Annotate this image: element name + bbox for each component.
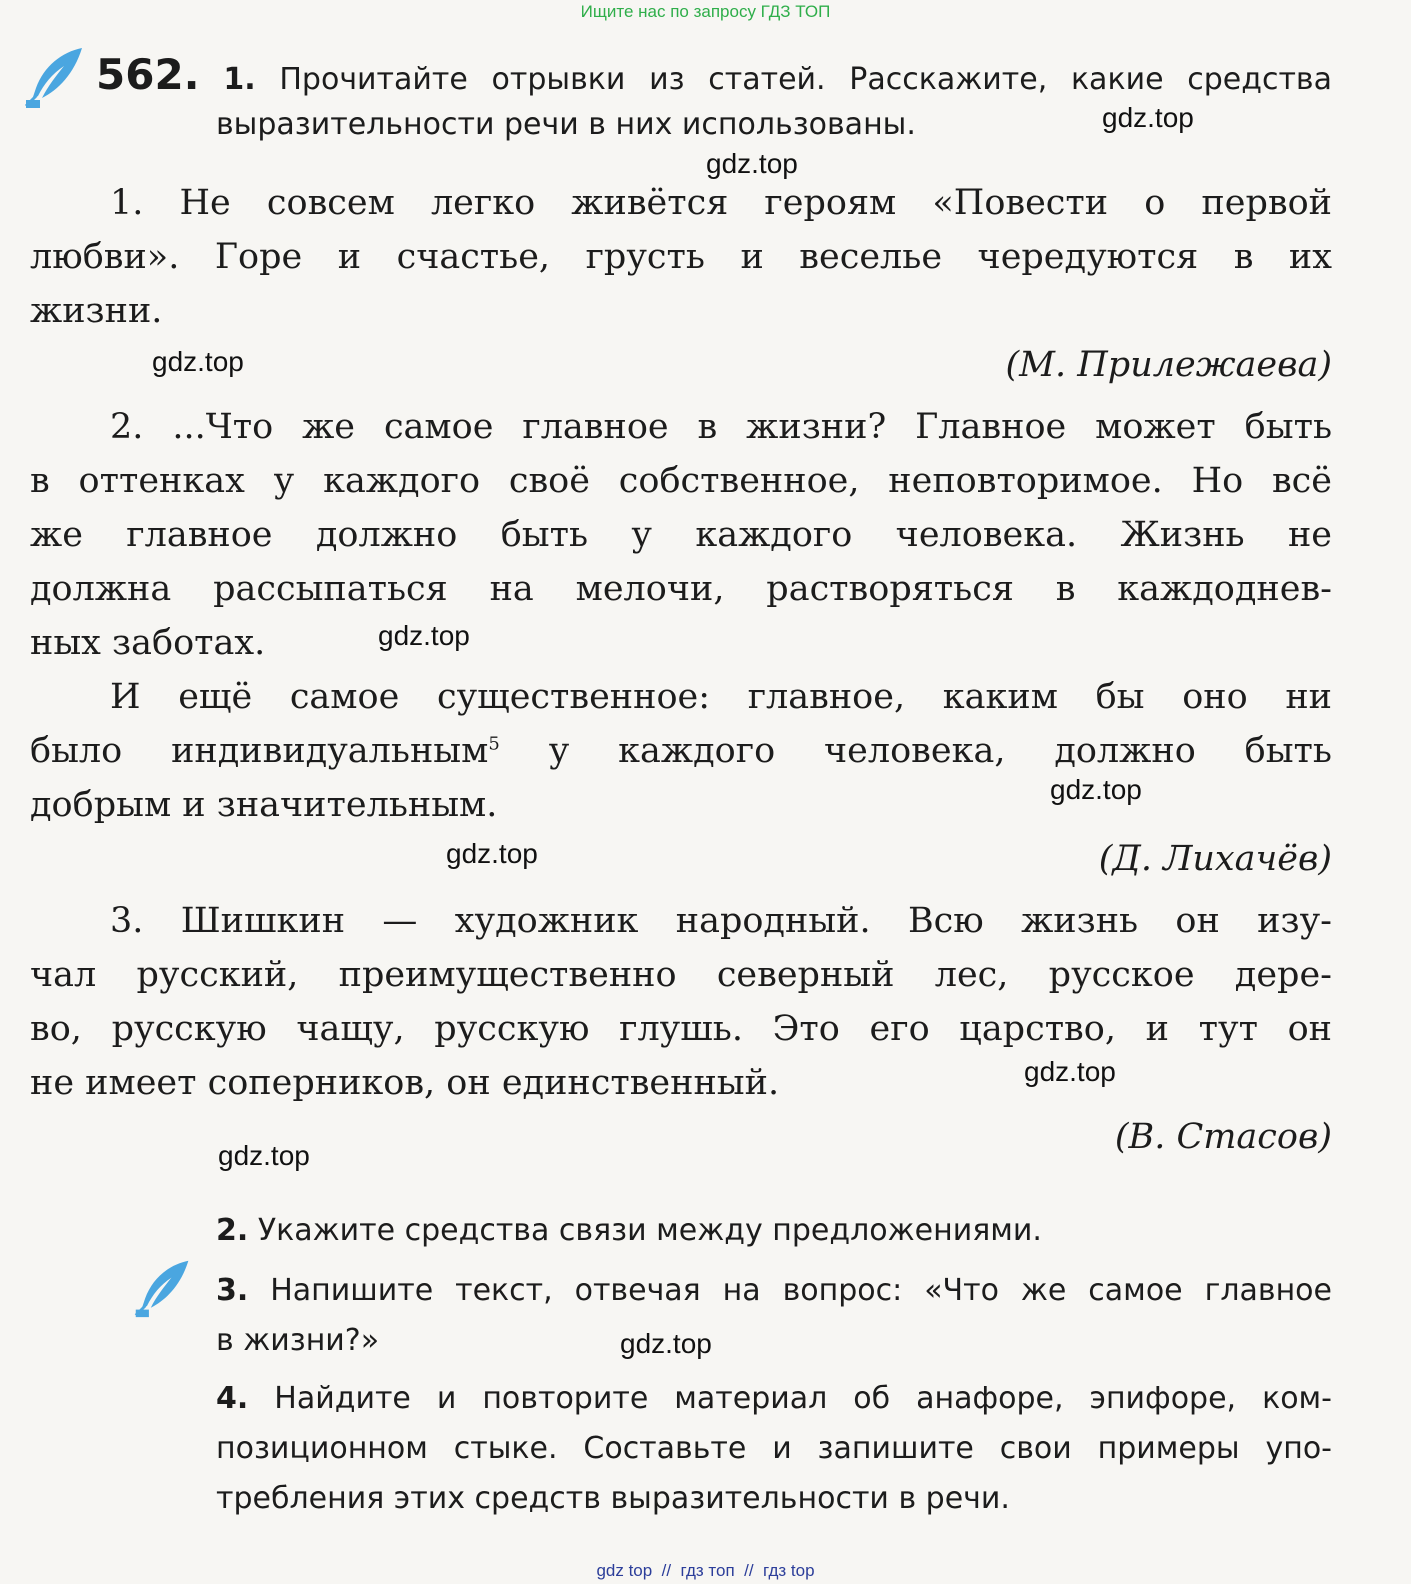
watermark[interactable]: gdz.top [152,346,244,377]
passage-line: не имеет соперников, он единственный. [30,1063,780,1103]
task-number: 1. [223,62,256,97]
passage-fragment: было индивидуальным [30,731,489,771]
quill-icon [132,1256,194,1320]
quill-icon [22,44,88,110]
task-number: 2. [216,1213,249,1248]
passage-line: должна рассыпаться на мелочи, растворяться в каждоднев- [30,569,1332,609]
watermark[interactable]: gdz.top [1050,774,1142,805]
passage-author: (В. Стасов) [1114,1117,1332,1157]
task-text: в жизни?» [216,1323,380,1358]
task-number: 3. [216,1273,249,1308]
task-2 [216,1206,1332,1256]
passage-line: жизни. [30,291,163,331]
passage-line: ных заботах. [30,623,266,663]
footer-links[interactable]: gdz top // гдз топ // гдз top [596,1561,815,1580]
passage-line: добрым и значительным. [30,785,498,825]
passage-author: (М. Прилежаева) [1005,345,1332,385]
passage-3 [30,894,1332,1164]
watermark[interactable]: gdz.top [706,148,798,179]
watermark[interactable]: gdz.top [218,1140,310,1171]
task-text-line2: выразительности речи в них использованы. [216,107,916,142]
watermark[interactable]: gdz.top [378,620,470,651]
passage-line: во, русскую чащу, русскую глушь. Это его царство, и тут он [30,1009,1332,1049]
passage-line: же главное должно быть у каждого человека. Жизнь не [30,515,1332,555]
footnote-mark[interactable]: 5 [488,733,500,755]
passage-author: (Д. Лихачёв) [1098,839,1332,879]
task-text: Укажите средства связи между предложениями. [257,1213,1042,1248]
task-3 [216,1266,1332,1366]
watermark[interactable]: gdz.top [1024,1056,1116,1087]
passage-line: в оттенках у каждого своё собственное, неповторимое. Но всё [30,461,1332,501]
watermark[interactable]: gdz.top [620,1328,712,1359]
passage-line: И ещё самое существенное: главное, каким бы оно ни [110,677,1332,717]
passage-2 [30,400,1332,886]
exercise-number: 562. [96,50,200,99]
exercise-header [96,50,1332,105]
task-text: требления этих средств выразительности в речи. [216,1481,1010,1516]
task-4 [216,1374,1332,1524]
task-text: Прочитайте отрывки из статей. Расскажите, какие средства [279,62,1332,97]
passage-line: 1. Не совсем легко живётся героям «Повести о первой [110,183,1332,223]
task-text: позиционном стыке. Составьте и запишите свои примеры упо- [216,1431,1332,1466]
task-text: Напишите текст, отвечая на вопрос: «Что же самое главное [270,1273,1332,1308]
task-number: 4. [216,1381,249,1416]
watermark[interactable]: gdz.top [1102,102,1194,133]
passage-line: 2. ...Что же самое главное в жизни? Главное может быть [110,407,1332,447]
passage-line: чал русский, преимущественно северный лес, русское дере- [30,955,1332,995]
task-text: Найдите и повторите материал об анафоре, эпифоре, ком- [274,1381,1332,1416]
top-banner[interactable]: Ищите нас по запросу ГДЗ ТОП [580,2,831,21]
passage-line: 3. Шишкин — художник народный. Всю жизнь он изу- [110,901,1332,941]
watermark[interactable]: gdz.top [446,838,538,869]
passage-fragment: у каждого человека, должно быть [548,731,1332,771]
passage-line: любви». Горе и счастье, грусть и веселье чередуются в их [30,237,1332,277]
passage-line [30,724,1332,778]
